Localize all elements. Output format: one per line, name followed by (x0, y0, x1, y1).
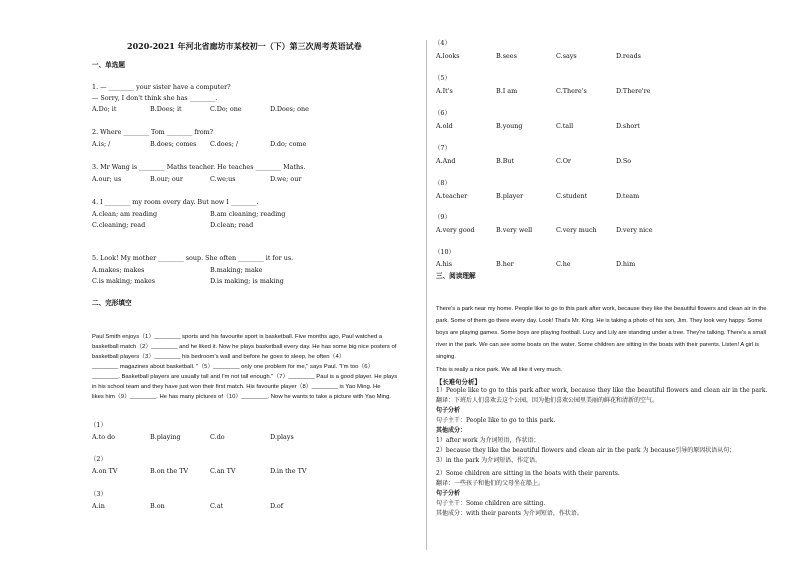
option: C.is making; makes (92, 277, 156, 285)
option: B.player (496, 192, 524, 200)
option: D.is making; is making (210, 277, 284, 285)
analysis-heading: 【长难句分析】 (436, 378, 481, 386)
option: C.at (210, 502, 224, 510)
option: A.clean; am reading (92, 210, 158, 218)
analysis-line: 2）because they like the beautiful flowers and clean air in the park 为 because引导的原因状语从句； (436, 447, 736, 454)
option: B.sees (496, 52, 517, 60)
option: D.him (616, 260, 636, 268)
analysis-line: 句子分析 (436, 407, 461, 414)
cloze-item-number: （2） (90, 455, 107, 463)
option: B.But (496, 157, 515, 165)
cloze-passage-line: Paul Smith enjoys（1）________ sports and his favourite sport is basketball. Five months ago, Paul watched a (92, 334, 383, 340)
option: B.making; make (210, 266, 263, 274)
option: D.we; our (270, 175, 302, 183)
option: A.on TV (92, 467, 118, 475)
analysis-line: 句子主干：Some children are sitting. (436, 500, 546, 507)
option: C.Or (556, 157, 571, 165)
option: A.to do (92, 433, 116, 441)
cloze-item-number: （10） (434, 248, 455, 256)
option: D.team (616, 192, 640, 200)
option: B.very well (496, 226, 533, 234)
cloze-item-number: （7） (434, 144, 451, 152)
analysis-line: 句子分析 (436, 490, 461, 497)
option: C.tall (556, 122, 574, 130)
option: D.do; come (270, 140, 307, 148)
analysis-line: 翻译：一些孩子和他们的父母坐在船上。 (436, 480, 545, 487)
option: B.our; our (150, 175, 183, 183)
cloze-passage-line: ________. Basketball players are usually tall and I'm not tall enough."（7）________ Paul is a good player. He plays (92, 374, 398, 380)
option: A.makes; makes (92, 266, 145, 274)
option: D.in the TV (270, 467, 307, 475)
cloze-passage-line: basketball match（2）________ and he liked it. Now he plays basketball every day. He has some big nice posters of (92, 344, 397, 350)
option: A.And (436, 157, 456, 165)
question-stem: 4. I ________ my room every day. But now I ________. (92, 198, 259, 206)
cloze-item-number: （9） (434, 213, 451, 221)
option: A.in (92, 502, 105, 510)
option: D.Does; one (270, 105, 309, 113)
option: B.does; comes (150, 140, 197, 148)
option: A.very good (436, 226, 475, 234)
analysis-line: 其他成分： (436, 427, 467, 434)
option: C.There's (556, 87, 587, 95)
cloze-passage-line: in his school team and they have just won their first match. His favourite player（8）________ is Yao Ming. He (92, 384, 381, 390)
option: A.old (436, 122, 453, 130)
option: A.Do; it (92, 105, 117, 113)
option: C.does; / (210, 140, 239, 148)
option: D.reads (616, 52, 641, 60)
option: B.her (496, 260, 514, 268)
cloze-item-number: （5） (434, 74, 451, 82)
option: D.plays (270, 433, 294, 441)
option: A.our; us (92, 175, 122, 183)
cloze-passage-line: likes him（9）________. He has many pictures of（10）________. Now he wants to take a picture with Yao Ming. (92, 394, 392, 400)
cloze-item-number: （8） (434, 179, 451, 187)
option: C.cleaning; read (92, 221, 146, 229)
cloze-item-number: （4） (434, 39, 451, 47)
option: C.student (556, 192, 588, 200)
question-stem: 2. Where ________ Tom ________ from? (92, 128, 214, 136)
option: C.an TV (210, 467, 236, 475)
analysis-line: 1）after work 为介词短语，作状语； (436, 437, 540, 444)
option: A.is; / (92, 140, 111, 148)
question-stem: 3. Mr Wang is ________ Maths teacher. He teaches ________ Maths. (92, 163, 306, 171)
cloze-passage-line: ________ magazines about basketball. "（5）________ only one problem for me," says Paul. "I'm too（6） (92, 364, 374, 370)
option: C.we;us (210, 175, 236, 183)
reading-passage-end: This is really a nice park. We all like it very much. (436, 367, 563, 373)
analysis-line: 3）in the park 为介词短语，作定语。 (436, 457, 542, 464)
section-heading-single-choice: 一、单选题 (92, 61, 125, 69)
question-stem: — Sorry, I don't think she has ________. (92, 94, 218, 102)
option: D.very nice (616, 226, 653, 234)
question-stem: 1. — ________ your sister have a computer? (92, 83, 231, 91)
option: B.am cleaning; reading (210, 210, 286, 218)
option: A.looks (436, 52, 460, 60)
analysis-line: 其他成分：with their parents 为介词短语，作状语。 (436, 510, 583, 517)
reading-passage: There's a park near my home. People like to go to this park after work, because they like the beautiful flowers and clean air in the park. Some of them go there every day. Look! That's Mr. King. He is taking a photo of his son, Jim. They look very happy. Some boys are playing games. Some boys are playing football. Lucy and Lily are standing under a tree. They're talking. There's a small river in the park. We can see some boats on the water. Some children are sitting in the boats with their parents. Listen! A girl is singing. (436, 306, 767, 360)
option: B.young (496, 122, 523, 130)
cloze-item-number: （1） (90, 421, 107, 429)
option: A.It's (436, 87, 453, 95)
option: A.his (436, 260, 453, 268)
option: B.on (150, 502, 165, 510)
option: D.clean; read (210, 221, 254, 229)
section-heading-cloze: 二、完形填空 (92, 299, 132, 307)
question-stem: 5. Look! My mother ________ soup. She often ________ it for us. (92, 254, 294, 262)
option: D.There're (616, 87, 651, 95)
right-page (426, 0, 794, 562)
option: C.very much (556, 226, 597, 234)
cloze-item-number: （3） (90, 490, 107, 498)
cloze-passage-line: basketball players（3）________ his bedroom's wall and before he goes to sleep, he often（4） (92, 354, 345, 360)
exam-title: 2020-2021 年河北省廊坊市某校初一（下）第三次周考英语试卷 (127, 41, 362, 51)
option: C.Do; one (210, 105, 242, 113)
cloze-item-number: （6） (434, 109, 451, 117)
option: B.I am (496, 87, 518, 95)
option: B.playing (150, 433, 181, 441)
option: A.teacher (436, 192, 468, 200)
option: B.Does; it (150, 105, 182, 113)
option: C.says (556, 52, 577, 60)
option: C.do (210, 433, 225, 441)
analysis-line: 句子主干：People like to go to this park. (436, 417, 556, 424)
analysis-line: 翻译：下班后人们喜欢去这个公园，因为他们喜欢公园里美丽的鲜花和清新的空气。 (436, 397, 659, 404)
option: B.on the TV (150, 467, 189, 475)
option: C.he (556, 260, 571, 268)
option: D.So (616, 157, 632, 165)
option: D.of (270, 502, 284, 510)
analysis-line: 2）Some children are sitting in the boats with their parents. (436, 470, 620, 477)
analysis-line: 1）People like to go to this park after work, because they like the beautiful flowers and clean air in the park. (436, 387, 768, 394)
option: D.short (616, 122, 640, 130)
section-heading-reading: 三、阅读理解 (436, 272, 476, 280)
